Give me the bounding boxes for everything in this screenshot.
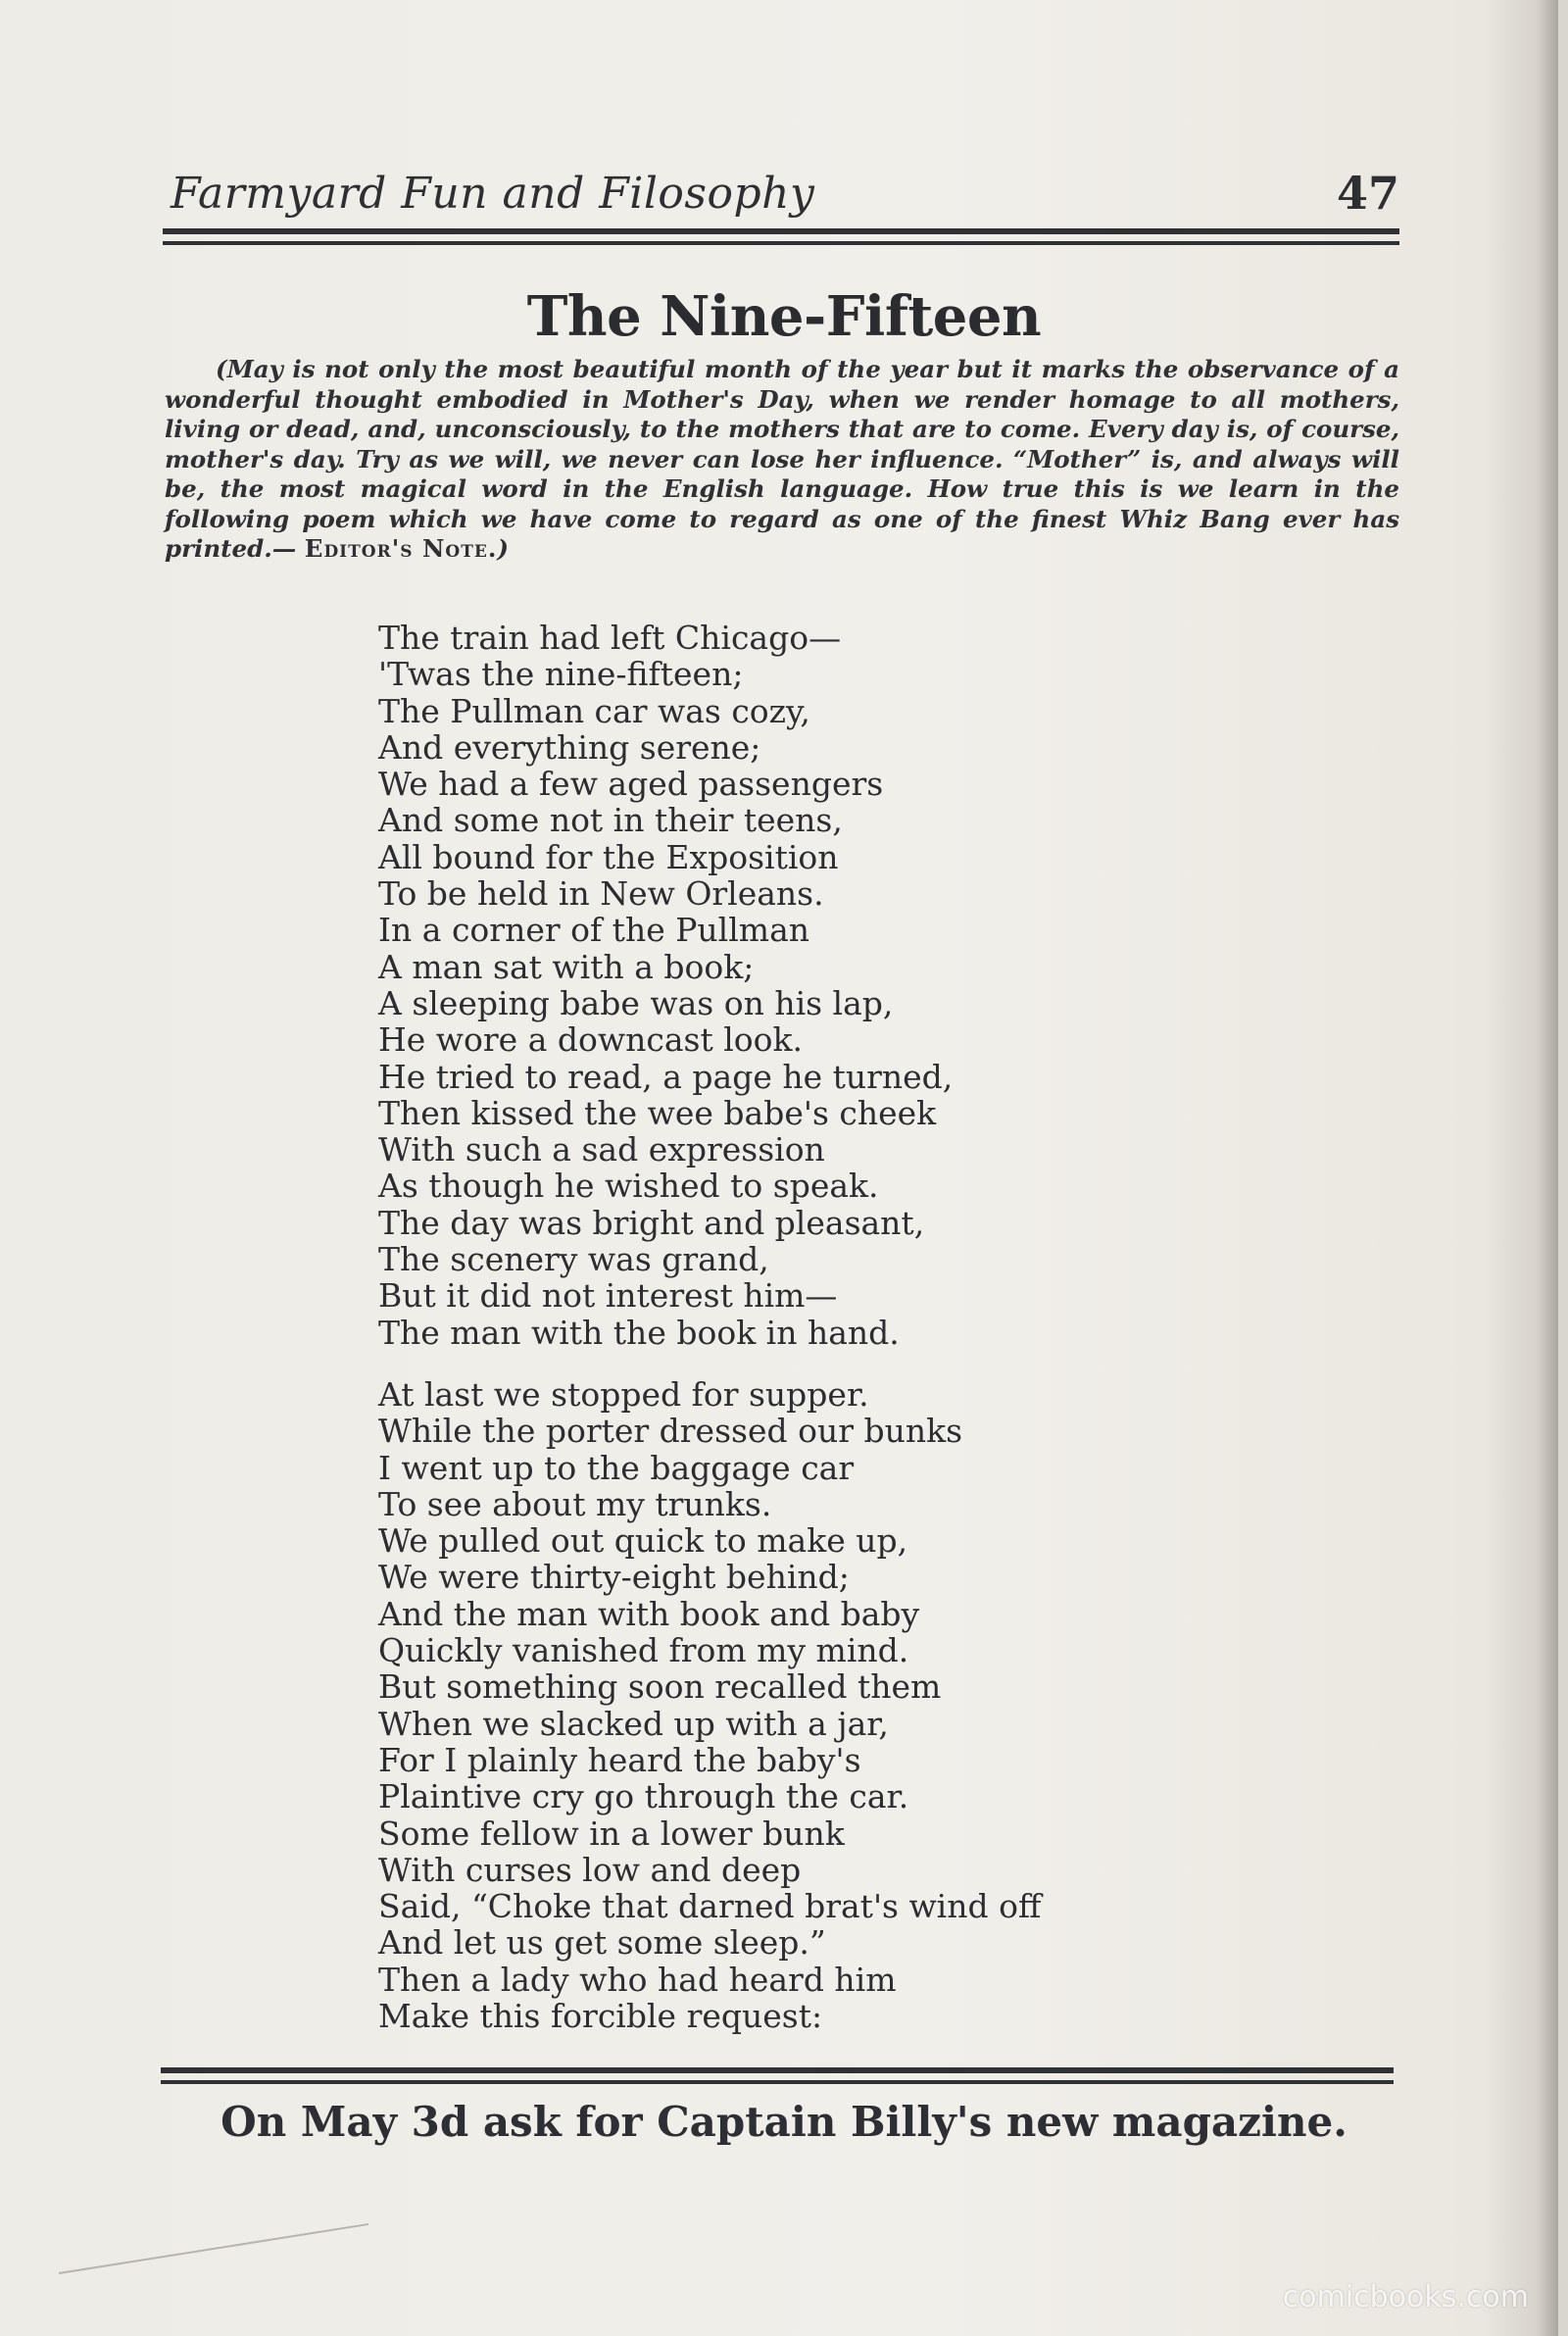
poem-line: Plaintive cry go through the car. [378,1777,909,1816]
page-crease [59,2223,368,2274]
poem-line: A sleeping babe was on his lap, [378,983,894,1022]
poem-line: With curses low and deep [378,1850,802,1889]
poem-line: And the man with book and baby [378,1594,920,1633]
poem-line: The day was bright and pleasant, [378,1203,925,1242]
running-header [165,165,1399,224]
poem-stanza-1 [378,620,1041,1351]
poem-line: To see about my trunks. [378,1484,772,1523]
poem-line: He wore a downcast look. [378,1020,803,1060]
poem-line: And let us get some sleep.” [378,1923,826,1963]
poem-line: The scenery was grand, [378,1240,769,1279]
poem-line: Then a lady who had heard him [378,1960,897,1999]
poem-line: In a corner of the Pullman [378,911,810,950]
poem-line: And everything serene; [378,727,761,767]
header-divider [163,228,1399,245]
poem-line: I went up to the baggage car [378,1448,855,1487]
poem-line: We had a few aged passengers [378,765,884,804]
poem-line: While the porter dressed our bunks [378,1412,963,1451]
poem-line: All bound for the Exposition [378,837,839,876]
footer-divider [161,2067,1394,2084]
editor-note-text: (May is not only the most beautiful month of the year but it marks the observance of a wonderful thought embodied in Mother's Day, when we render homage to all mothers, living or dead, and, unconsciously, to the mothers that are to come. Every day is, of course, mother's day. Try as we will, we never can lose her influence. “Mother” is, and always will be, the most magical word in the English language. How true this is we learn in the following poem which we have come to regard as one of the finest Whiz Bang ever has printed.— [165,355,1399,563]
poem-line: At last we stopped for supper. [378,1374,869,1414]
poem-line: The Pullman car was cozy, [378,691,810,730]
poem-stanza-2 [378,1376,1041,2034]
poem-line: And some not in their teens, [378,801,843,840]
poem-line: We were thirty-eight behind; [378,1558,850,1597]
poem-line: Some fellow in a lower bunk [378,1814,845,1853]
poem-line: Then kissed the wee babe's cheek [378,1093,937,1132]
editor-note [165,355,1399,565]
poem-line: A man sat with a book; [378,947,755,986]
poem-line: With such a sad expression [378,1130,825,1169]
footer-advertisement: On May 3d ask for Captain Billy's new magazine. [220,2098,1348,2146]
article-title: The Nine-Fifteen [526,284,1042,349]
site-watermark: comicbooks.com [1282,2280,1529,2314]
editor-note-closing: ) [497,534,509,563]
poem-line: But something soon recalled them [378,1667,942,1707]
poem-line: The train had left Chicago— [378,619,842,657]
poem-line: 'Twas the nine-fifteen; [378,655,744,694]
poem-line: We pulled out quick to make up, [378,1521,908,1561]
poem-line: Make this forcible request: [378,1996,823,2035]
poem [378,620,1041,2034]
poem-line: But it did not interest him— [378,1276,838,1316]
poem-line: For I plainly heard the baby's [378,1740,861,1779]
poem-line: When we slacked up with a jar, [378,1704,889,1743]
poem-line: The man with the book in hand. [378,1313,900,1352]
poem-line: Quickly vanished from my mind. [378,1631,909,1670]
poem-line: As though he wished to speak. [378,1167,879,1206]
poem-line: Said, “Choke that darned brat's wind off [378,1887,1042,1926]
poem-line: To be held in New Orleans. [378,874,824,914]
poem-line: He tried to read, a page he turned, [378,1057,954,1096]
running-title: Farmyard Fun and Filosophy [171,169,815,219]
page-number: 47 [1336,167,1399,220]
editor-note-signature: Editor's Note. [304,534,498,563]
